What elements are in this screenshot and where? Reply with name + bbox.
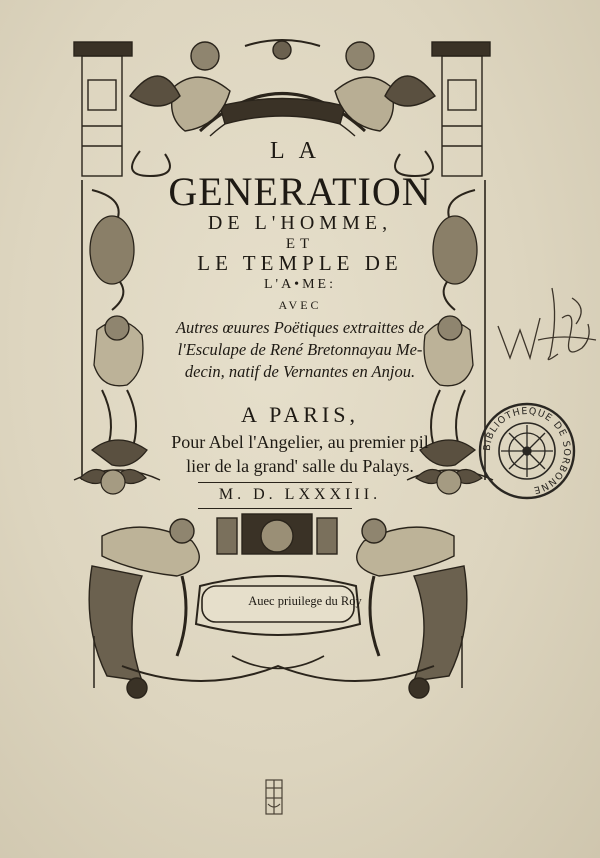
library-stamp	[478, 402, 576, 500]
description-line-3: decin, natif de Vernantes en Anjou.	[184, 362, 416, 381]
description-line-2: l'Esculape de René Bretonnayau Me-	[177, 340, 423, 359]
imprint-date: M. D. LXXXIII.	[218, 486, 382, 503]
title-generation: GENERATION	[168, 169, 432, 214]
date-rule-top	[198, 482, 352, 483]
description-line-1: Autres œuures Poëtiques extraittes de	[175, 318, 425, 337]
title-ame: L'A•ME:	[264, 277, 336, 292]
title-et: ET	[285, 236, 315, 252]
title-de-l-homme: DE L'HOMME,	[207, 212, 393, 234]
imprint-city: A PARIS,	[240, 402, 359, 427]
stamp-text: BIBLIOTHEQUE DE SORBONNE	[481, 405, 573, 496]
privilege-text: Auec priuilege du Roy	[248, 594, 362, 608]
imprint-publisher-line-2: lier de la grand' salle du Palays.	[186, 456, 414, 476]
imprint-publisher-line-1: Pour Abel l'Angelier, au premier pil	[171, 432, 429, 452]
printers-mark	[262, 776, 286, 818]
title-avec: AVEC	[278, 298, 322, 312]
title-la: LA	[270, 138, 330, 164]
title-temple: LE TEMPLE DE	[197, 251, 403, 275]
handwritten-signature	[492, 278, 600, 370]
